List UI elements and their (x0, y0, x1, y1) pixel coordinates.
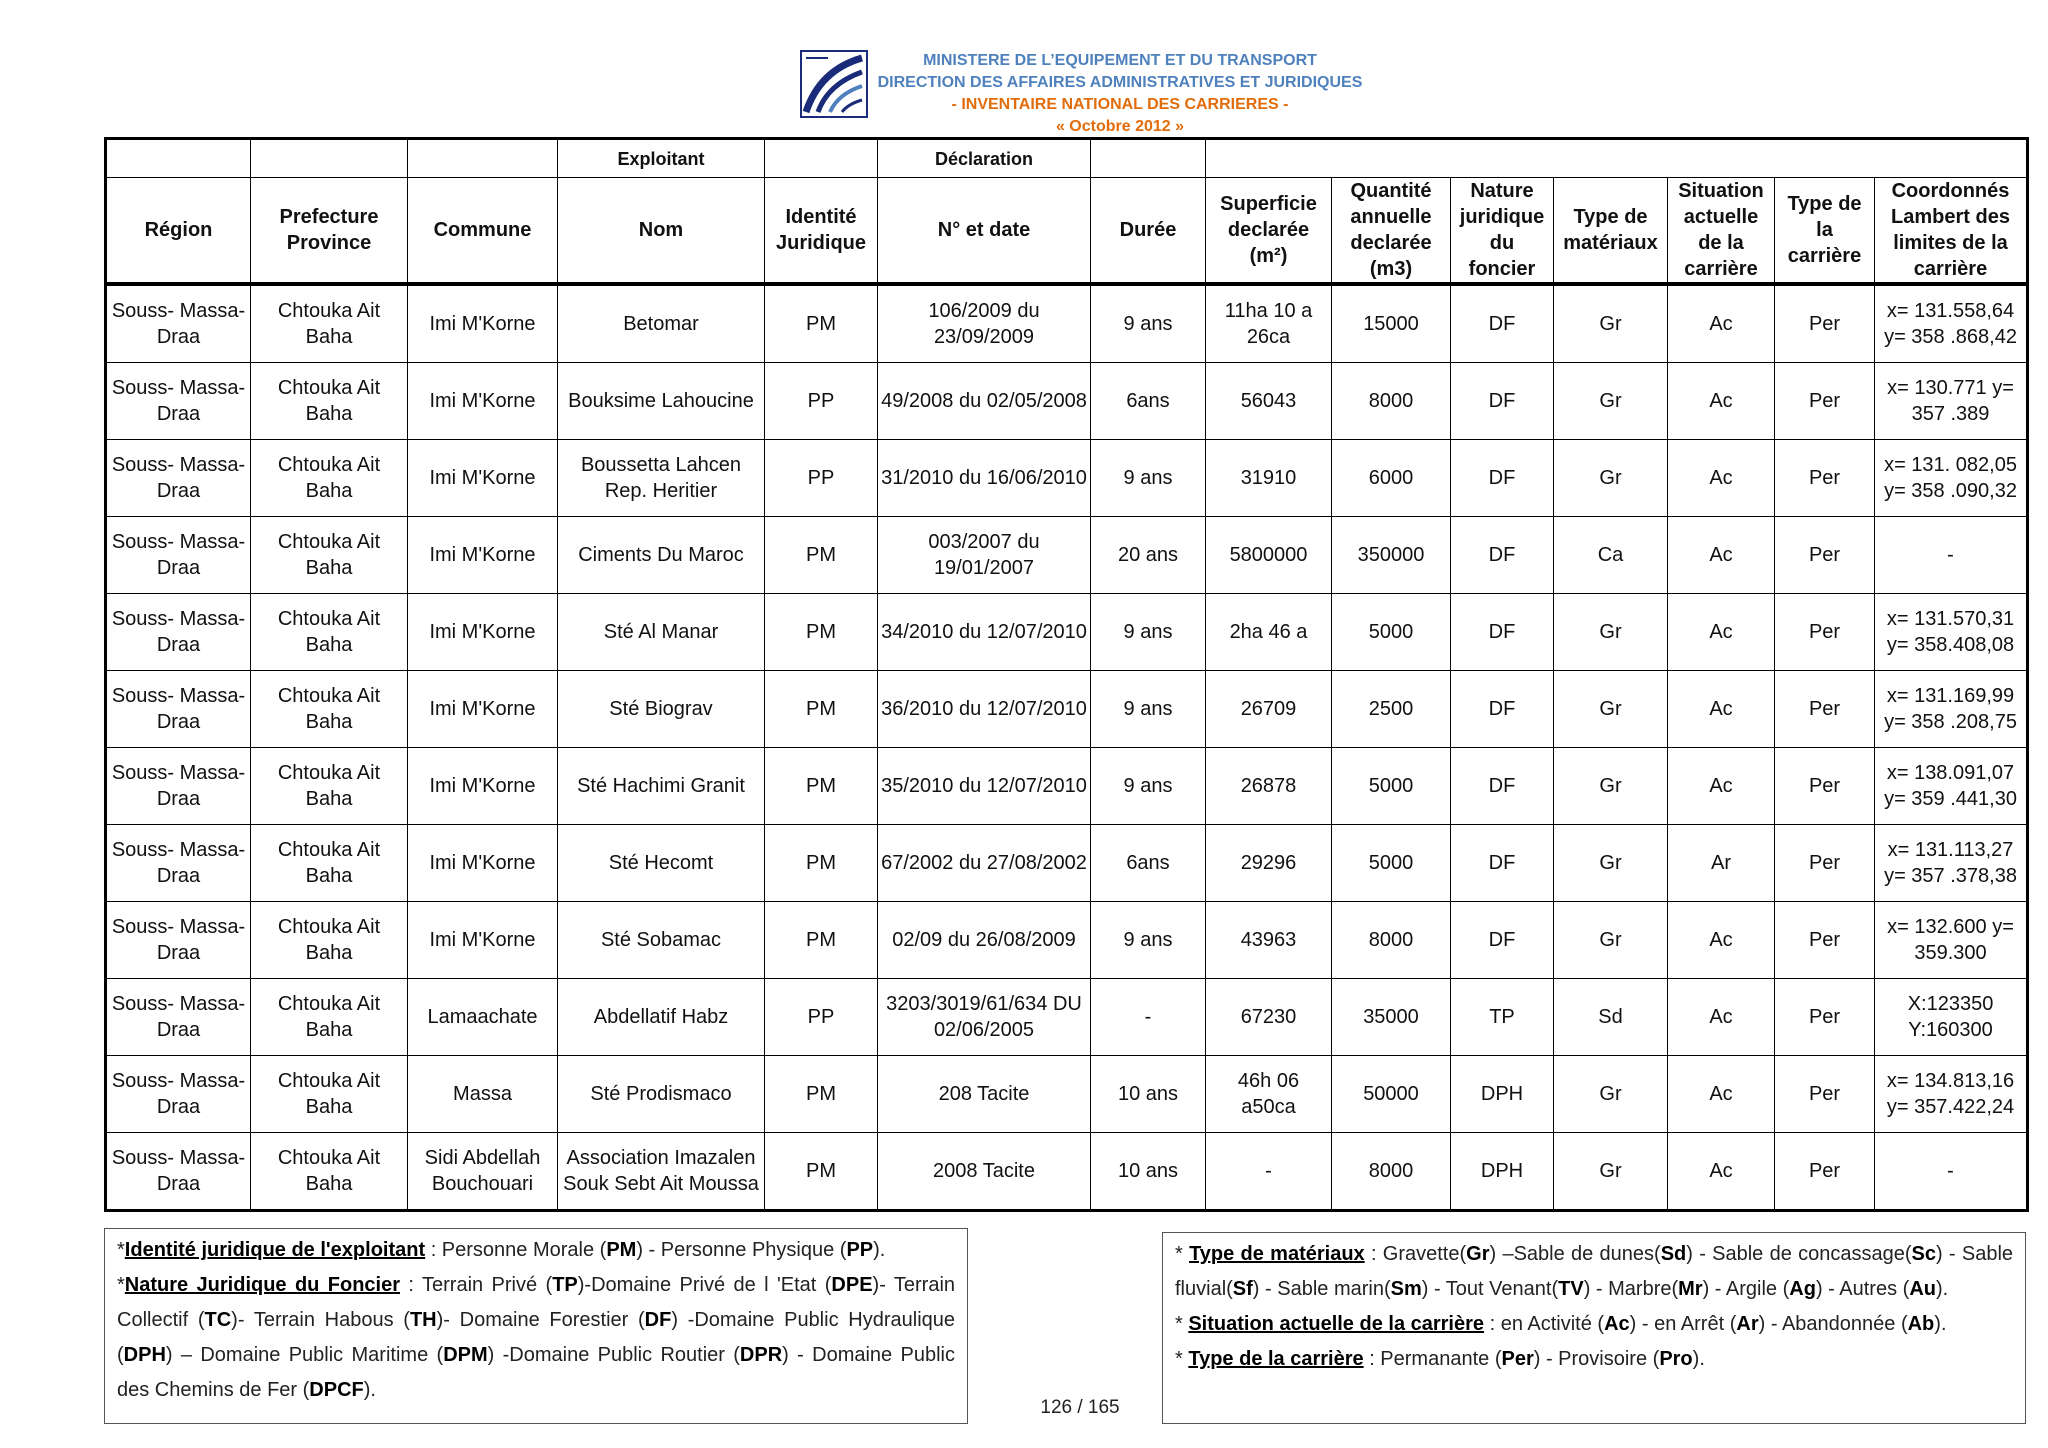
cell-superficie: 11ha 10 a 26ca (1206, 284, 1332, 363)
cell-situation: Ac (1668, 671, 1775, 748)
cell-prefecture-province: Chtouka Ait Baha (251, 825, 408, 902)
cell-quantite: 8000 (1332, 363, 1451, 440)
table-row (106, 1056, 2028, 1133)
cell-identite-juridique: PM (765, 594, 878, 671)
cell-quantite: 15000 (1332, 284, 1451, 363)
table-row (106, 671, 2028, 748)
legend-text: : Gravette( (1364, 1243, 1467, 1265)
cell-nature-juridique: DPH (1451, 1133, 1554, 1211)
cell-nom: Boussetta Lahcen Rep. Heritier (558, 440, 765, 517)
ministry-logo-icon (800, 50, 868, 118)
legend-text: * (1175, 1348, 1189, 1370)
legend-text: ). (1935, 1278, 1949, 1300)
cell-type-materiaux: Gr (1554, 748, 1668, 825)
legend-text: ). (873, 1239, 886, 1261)
cell-region: Souss- Massa-Draa (106, 363, 251, 440)
legend-code: PM (606, 1239, 637, 1261)
table-row (106, 748, 2028, 825)
legend-code: Sd (1660, 1243, 1687, 1265)
cell-situation: Ac (1668, 517, 1775, 594)
cell-superficie: 67230 (1206, 979, 1332, 1056)
column-header-row (106, 178, 2028, 285)
cell-quantite: 6000 (1332, 440, 1451, 517)
cell-coordonnees: - (1875, 517, 2028, 594)
legend-code: TC (204, 1309, 232, 1331)
cell-prefecture-province: Chtouka Ait Baha (251, 748, 408, 825)
legend-type-line (1175, 1342, 2013, 1377)
legend-text: * (1175, 1313, 1189, 1335)
cell-prefecture-province: Chtouka Ait Baha (251, 517, 408, 594)
legend-text: ). (1934, 1313, 1947, 1335)
cell-identite-juridique: PP (765, 440, 878, 517)
cell-nature-juridique: DF (1451, 284, 1554, 363)
legend-code: Gr (1466, 1243, 1490, 1265)
column-header-nom: Nom (558, 178, 765, 285)
cell-commune: Lamaachate (408, 979, 558, 1056)
cell-situation: Ac (1668, 284, 1775, 363)
table-body (106, 284, 2028, 1211)
column-header-situation: Situation actuelle de la carrière (1668, 178, 1775, 285)
cell-nature-juridique: DF (1451, 594, 1554, 671)
header-blank (251, 139, 408, 178)
cell-situation: Ac (1668, 1133, 1775, 1211)
cell-identite-juridique: PM (765, 671, 878, 748)
cell-type-carriere: Per (1775, 979, 1875, 1056)
cell-region: Souss- Massa-Draa (106, 902, 251, 979)
cell-situation: Ac (1668, 1056, 1775, 1133)
legend-key-label: Situation actuelle de la carrière (1188, 1313, 1485, 1335)
cell-nom: Sté Biograv (558, 671, 765, 748)
cell-situation: Ac (1668, 748, 1775, 825)
legend-text: ) - Provisoire ( (1533, 1348, 1660, 1370)
document-header (800, 48, 1363, 138)
legend-code: DPR (739, 1344, 783, 1366)
cell-region: Souss- Massa-Draa (106, 748, 251, 825)
cell-superficie: 29296 (1206, 825, 1332, 902)
column-header-type-materiaux: Type de matériaux (1554, 178, 1668, 285)
legend-situation-line (1175, 1307, 2013, 1342)
legend-text: ) - Domaine Public des Chemins de Fer ( (117, 1344, 955, 1401)
legend-code: TV (1558, 1278, 1584, 1300)
column-header-superficie: Superficie declarée (m²) (1206, 178, 1332, 285)
cell-quantite: 2500 (1332, 671, 1451, 748)
legend-code: Mr (1678, 1278, 1703, 1300)
legend-foncier-line (117, 1268, 955, 1408)
legend-text: : Permanante ( (1363, 1348, 1502, 1370)
cell-coordonnees: x= 131.570,31 y= 358.408,08 (1875, 594, 2028, 671)
cell-type-carriere: Per (1775, 1056, 1875, 1133)
legend-text: ) - Marbre( (1583, 1278, 1679, 1300)
legend-code: Sc (1911, 1243, 1936, 1265)
cell-identite-juridique: PM (765, 1056, 878, 1133)
table-row (106, 284, 2028, 363)
legend-code: Per (1501, 1348, 1534, 1370)
cell-region: Souss- Massa-Draa (106, 594, 251, 671)
cell-nom: Betomar (558, 284, 765, 363)
cell-identite-juridique: PM (765, 748, 878, 825)
cell-situation: Ac (1668, 902, 1775, 979)
cell-duree: 9 ans (1091, 902, 1206, 979)
cell-duree: 10 ans (1091, 1133, 1206, 1211)
cell-nom: Ciments Du Maroc (558, 517, 765, 594)
column-header-coordonnees: Coordonnés Lambert des limites de la carrière (1875, 178, 2028, 285)
cell-type-materiaux: Gr (1554, 1133, 1668, 1211)
group-header-exploitant: Exploitant (558, 139, 765, 178)
cell-nom: Abdellatif Habz (558, 979, 765, 1056)
header-blank (106, 139, 251, 178)
cell-prefecture-province: Chtouka Ait Baha (251, 440, 408, 517)
cell-quantite: 5000 (1332, 825, 1451, 902)
legend-text: * (1175, 1243, 1190, 1265)
cell-nom: Sté Hecomt (558, 825, 765, 902)
cell-duree: 6ans (1091, 825, 1206, 902)
cell-quantite: 8000 (1332, 902, 1451, 979)
header-blank (408, 139, 558, 178)
legend-text: * (117, 1239, 125, 1261)
cell-nature-juridique: DF (1451, 517, 1554, 594)
group-header-blank (1091, 139, 1206, 178)
table-row (106, 979, 2028, 1056)
cell-prefecture-province: Chtouka Ait Baha (251, 1056, 408, 1133)
cell-quantite: 8000 (1332, 1133, 1451, 1211)
legend-text: ) - Sable de concassage( (1686, 1243, 1912, 1265)
cell-numero-date: 49/2008 du 02/05/2008 (878, 363, 1091, 440)
cell-region: Souss- Massa-Draa (106, 979, 251, 1056)
legend-code: Sf (1232, 1278, 1253, 1300)
column-header-duree: Durée (1091, 178, 1206, 285)
cell-duree: 20 ans (1091, 517, 1206, 594)
legend-materials-line (1175, 1237, 2013, 1307)
cell-commune: Imi M'Korne (408, 748, 558, 825)
cell-identite-juridique: PM (765, 1133, 878, 1211)
cell-superficie: 46h 06 a50ca (1206, 1056, 1332, 1133)
cell-type-carriere: Per (1775, 748, 1875, 825)
cell-situation: Ar (1668, 825, 1775, 902)
table-row (106, 517, 2028, 594)
cell-nature-juridique: DF (1451, 902, 1554, 979)
cell-type-materiaux: Gr (1554, 825, 1668, 902)
legend-code: PP (846, 1239, 874, 1261)
cell-nature-juridique: DF (1451, 363, 1554, 440)
header-inventory-title: - INVENTAIRE NATIONAL DES CARRIERES - (951, 96, 1289, 113)
cell-numero-date: 34/2010 du 12/07/2010 (878, 594, 1091, 671)
cell-region: Souss- Massa-Draa (106, 1056, 251, 1133)
cell-numero-date: 36/2010 du 12/07/2010 (878, 671, 1091, 748)
cell-type-carriere: Per (1775, 1133, 1875, 1211)
cell-situation: Ac (1668, 363, 1775, 440)
cell-superficie: 26709 (1206, 671, 1332, 748)
legend-code: DPE (831, 1274, 873, 1296)
cell-superficie: 43963 (1206, 902, 1332, 979)
legend-key-label: Type de la carrière (1188, 1348, 1364, 1370)
cell-situation: Ac (1668, 594, 1775, 671)
cell-quantite: 50000 (1332, 1056, 1451, 1133)
cell-type-carriere: Per (1775, 594, 1875, 671)
cell-quantite: 35000 (1332, 979, 1451, 1056)
cell-commune: Sidi Abdellah Bouchouari (408, 1133, 558, 1211)
table-row (106, 440, 2028, 517)
legend-text: ) - Sable marin( (1252, 1278, 1391, 1300)
legend-text: : en Activité ( (1484, 1313, 1605, 1335)
cell-region: Souss- Massa-Draa (106, 440, 251, 517)
legend-text: ) - Autres ( (1815, 1278, 1910, 1300)
column-header-region: Région (106, 178, 251, 285)
cell-type-carriere: Per (1775, 440, 1875, 517)
cell-identite-juridique: PP (765, 979, 878, 1056)
cell-coordonnees: x= 130.771 y= 357 .389 (1875, 363, 2028, 440)
cell-identite-juridique: PM (765, 825, 878, 902)
cell-numero-date: 003/2007 du 19/01/2007 (878, 517, 1091, 594)
cell-numero-date: 3203/3019/61/634 DU 02/06/2005 (878, 979, 1091, 1056)
group-header-blank (1206, 139, 2028, 178)
cell-superficie: - (1206, 1133, 1332, 1211)
cell-nature-juridique: DF (1451, 440, 1554, 517)
cell-identite-juridique: PM (765, 284, 878, 363)
header-ministry: MINISTERE DE L’EQUIPEMENT ET DU TRANSPORT (923, 52, 1317, 69)
group-header-declaration: Déclaration (878, 139, 1091, 178)
legend-text: )- Terrain Habous ( (231, 1309, 410, 1331)
legend-code: Ab (1907, 1313, 1935, 1335)
legend-text: ) - Tout Venant( (1421, 1278, 1559, 1300)
cell-quantite: 350000 (1332, 517, 1451, 594)
cell-region: Souss- Massa-Draa (106, 284, 251, 363)
cell-commune: Massa (408, 1056, 558, 1133)
cell-nature-juridique: TP (1451, 979, 1554, 1056)
cell-coordonnees: x= 134.813,16 y= 357.422,24 (1875, 1056, 2028, 1133)
cell-coordonnees: x= 131.113,27 y= 357 .378,38 (1875, 825, 2028, 902)
legend-identity-foncier (104, 1228, 968, 1424)
cell-quantite: 5000 (1332, 748, 1451, 825)
cell-coordonnees: - (1875, 1133, 2028, 1211)
cell-superficie: 2ha 46 a (1206, 594, 1332, 671)
legend-code: DPM (443, 1344, 488, 1366)
cell-nom: Sté Sobamac (558, 902, 765, 979)
legend-text: ) - Abandonnée ( (1758, 1313, 1908, 1335)
cell-type-materiaux: Gr (1554, 594, 1668, 671)
column-header-identite-juridique: Identité Juridique (765, 178, 878, 285)
legend-text: ). (1692, 1348, 1705, 1370)
cell-region: Souss- Massa-Draa (106, 1133, 251, 1211)
cell-prefecture-province: Chtouka Ait Baha (251, 594, 408, 671)
cell-duree: - (1091, 979, 1206, 1056)
legend-code: Ac (1604, 1313, 1630, 1335)
legend-identity-line (117, 1233, 955, 1268)
cell-nom: Sté Prodismaco (558, 1056, 765, 1133)
legend-text: ). (363, 1379, 376, 1401)
cell-commune: Imi M'Korne (408, 671, 558, 748)
legend-key-label: Type de matériaux (1189, 1243, 1365, 1265)
header-direction: DIRECTION DES AFFAIRES ADMINISTRATIVES ET JURIDIQUES (877, 74, 1363, 91)
cell-prefecture-province: Chtouka Ait Baha (251, 671, 408, 748)
legend-code: DF (644, 1309, 672, 1331)
cell-commune: Imi M'Korne (408, 440, 558, 517)
group-header-blank (765, 139, 878, 178)
cell-prefecture-province: Chtouka Ait Baha (251, 902, 408, 979)
legend-key-label: Nature Juridique du Foncier (124, 1274, 401, 1296)
cell-commune: Imi M'Korne (408, 902, 558, 979)
cell-numero-date: 35/2010 du 12/07/2010 (878, 748, 1091, 825)
cell-identite-juridique: PM (765, 902, 878, 979)
cell-duree: 6ans (1091, 363, 1206, 440)
column-header-numero-date: N° et date (878, 178, 1091, 285)
cell-type-materiaux: Gr (1554, 363, 1668, 440)
legend-text: : Personne Morale ( (425, 1239, 607, 1261)
legend-code: DPH (123, 1344, 166, 1366)
legend-code: TP (552, 1274, 578, 1296)
legend-code: Ag (1789, 1278, 1816, 1300)
cell-duree: 9 ans (1091, 671, 1206, 748)
cell-coordonnees: x= 131. 082,05 y= 358 .090,32 (1875, 440, 2028, 517)
legend-text: )- Terrain Collectif ( (117, 1274, 956, 1331)
cell-type-carriere: Per (1775, 671, 1875, 748)
legend-materials-status-type (1162, 1232, 2026, 1424)
cell-type-carriere: Per (1775, 363, 1875, 440)
cell-region: Souss- Massa-Draa (106, 517, 251, 594)
cell-commune: Imi M'Korne (408, 825, 558, 902)
cell-superficie: 56043 (1206, 363, 1332, 440)
cell-numero-date: 2008 Tacite (878, 1133, 1091, 1211)
cell-numero-date: 67/2002 du 27/08/2002 (878, 825, 1091, 902)
cell-coordonnees: X:123350 Y:160300 (1875, 979, 2028, 1056)
table-row (106, 594, 2028, 671)
cell-nature-juridique: DF (1451, 671, 1554, 748)
legend-code: Ar (1736, 1313, 1759, 1335)
legend-text: ) -Domaine Public Routier ( (487, 1344, 740, 1366)
header-date: « Octobre 2012 » (1055, 118, 1185, 135)
cell-coordonnees: x= 131.169,99 y= 358 .208,75 (1875, 671, 2028, 748)
legend-text: ) –Sable de dunes( (1489, 1243, 1661, 1265)
legend-text: * (117, 1274, 125, 1296)
table-row (106, 825, 2028, 902)
cell-nature-juridique: DF (1451, 748, 1554, 825)
legend-code: Sm (1390, 1278, 1422, 1300)
cell-prefecture-province: Chtouka Ait Baha (251, 363, 408, 440)
cell-nom: Bouksime Lahoucine (558, 363, 765, 440)
cell-prefecture-province: Chtouka Ait Baha (251, 1133, 408, 1211)
column-header-commune: Commune (408, 178, 558, 285)
cell-numero-date: 106/2009 du 23/09/2009 (878, 284, 1091, 363)
cell-type-carriere: Per (1775, 284, 1875, 363)
quarry-inventory-table (104, 137, 2026, 1212)
cell-commune: Imi M'Korne (408, 594, 558, 671)
column-header-type-carriere: Type de la carrière (1775, 178, 1875, 285)
cell-superficie: 26878 (1206, 748, 1332, 825)
legend-code: Au (1909, 1278, 1936, 1300)
cell-region: Souss- Massa-Draa (106, 671, 251, 748)
cell-nom: Association Imazalen Souk Sebt Ait Moussa (558, 1133, 765, 1211)
legend-code: Pro (1659, 1348, 1693, 1370)
cell-duree: 9 ans (1091, 748, 1206, 825)
cell-type-materiaux: Gr (1554, 671, 1668, 748)
cell-situation: Ac (1668, 440, 1775, 517)
cell-type-materiaux: Gr (1554, 1056, 1668, 1133)
cell-superficie: 5800000 (1206, 517, 1332, 594)
cell-numero-date: 02/09 du 26/08/2009 (878, 902, 1091, 979)
legend-code: DPCF (309, 1379, 364, 1401)
cell-prefecture-province: Chtouka Ait Baha (251, 979, 408, 1056)
cell-nom: Sté Hachimi Granit (558, 748, 765, 825)
cell-duree: 9 ans (1091, 284, 1206, 363)
cell-commune: Imi M'Korne (408, 517, 558, 594)
cell-type-materiaux: Gr (1554, 902, 1668, 979)
page-number: 126 / 165 (1040, 1397, 1120, 1418)
legend-text: ) - Personne Physique ( (636, 1239, 847, 1261)
cell-region: Souss- Massa-Draa (106, 825, 251, 902)
legend-text: : Terrain Privé ( (400, 1274, 553, 1296)
cell-commune: Imi M'Korne (408, 363, 558, 440)
cell-coordonnees: x= 138.091,07 y= 359 .441,30 (1875, 748, 2028, 825)
cell-situation: Ac (1668, 979, 1775, 1056)
cell-nom: Sté Al Manar (558, 594, 765, 671)
cell-type-carriere: Per (1775, 517, 1875, 594)
cell-duree: 9 ans (1091, 594, 1206, 671)
table-row (106, 902, 2028, 979)
column-header-prefecture-province: Prefecture Province (251, 178, 408, 285)
legend-text: ) - Sable fluvial( (1175, 1243, 2014, 1300)
cell-identite-juridique: PP (765, 363, 878, 440)
legend-text: ) - en Arrêt ( (1629, 1313, 1737, 1335)
cell-nature-juridique: DF (1451, 825, 1554, 902)
column-header-quantite: Quantité annuelle declarée (m3) (1332, 178, 1451, 285)
cell-type-materiaux: Gr (1554, 284, 1668, 363)
legend-text: )-Domaine Privé de l 'Etat ( (577, 1274, 832, 1296)
cell-coordonnees: x= 131.558,64 y= 358 .868,42 (1875, 284, 2028, 363)
cell-numero-date: 208 Tacite (878, 1056, 1091, 1133)
table-row (106, 1133, 2028, 1211)
cell-duree: 10 ans (1091, 1056, 1206, 1133)
legend-text: ) -Domaine Public Hydraulique ( (117, 1309, 956, 1366)
cell-superficie: 31910 (1206, 440, 1332, 517)
legend-text: ) – Domaine Public Maritime ( (165, 1344, 444, 1366)
legend-key-label: Identité juridique de l'exploitant (124, 1239, 426, 1261)
cell-nature-juridique: DPH (1451, 1056, 1554, 1133)
column-header-nature-juridique: Nature juridique du foncier (1451, 178, 1554, 285)
legend-code: TH (409, 1309, 437, 1331)
legend-text: ) - Argile ( (1702, 1278, 1790, 1300)
cell-type-carriere: Per (1775, 825, 1875, 902)
cell-duree: 9 ans (1091, 440, 1206, 517)
cell-numero-date: 31/2010 du 16/06/2010 (878, 440, 1091, 517)
cell-identite-juridique: PM (765, 517, 878, 594)
cell-type-carriere: Per (1775, 902, 1875, 979)
cell-type-materiaux: Sd (1554, 979, 1668, 1056)
cell-prefecture-province: Chtouka Ait Baha (251, 284, 408, 363)
legend-text: )- Domaine Forestier ( (436, 1309, 645, 1331)
table-row (106, 363, 2028, 440)
cell-type-materiaux: Gr (1554, 440, 1668, 517)
cell-type-materiaux: Ca (1554, 517, 1668, 594)
cell-commune: Imi M'Korne (408, 284, 558, 363)
cell-quantite: 5000 (1332, 594, 1451, 671)
cell-coordonnees: x= 132.600 y= 359.300 (1875, 902, 2028, 979)
